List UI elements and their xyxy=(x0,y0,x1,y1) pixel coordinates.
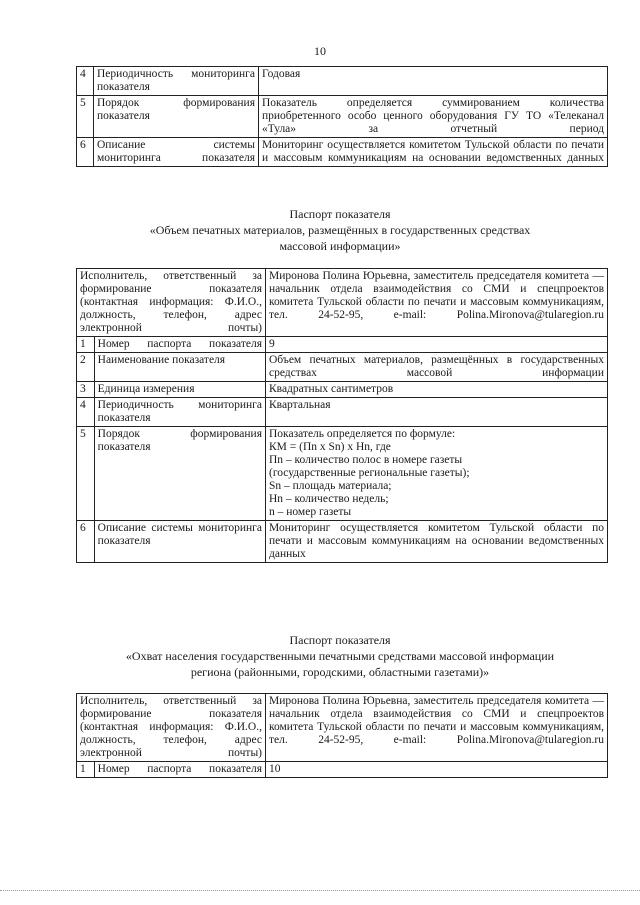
row-value: Квартальная xyxy=(266,398,608,427)
row-label: Порядок формирования показателя xyxy=(94,427,265,521)
indicator-table-continued xyxy=(76,66,608,167)
table-row xyxy=(77,138,608,167)
table-row xyxy=(77,96,608,138)
executor-row xyxy=(77,269,608,337)
formula-line: (государственные региональные газеты); xyxy=(269,467,470,479)
row-value: 9 xyxy=(266,337,608,353)
formula-line: КМ = (Пn x Sn) x Нn, где xyxy=(269,441,391,453)
row-number: 6 xyxy=(77,521,95,563)
table-row xyxy=(77,337,608,353)
row-value: Годовая xyxy=(259,67,608,96)
table-row xyxy=(77,521,608,563)
table-row xyxy=(77,427,608,521)
executor-label: Исполнитель, ответственный за формирование показателя (контактная информация: Ф.И.О., должность, телефон, адрес электронной почты) xyxy=(77,694,266,762)
row-label: Периодичность мониторинга показателя xyxy=(94,398,265,427)
formula-cell xyxy=(266,427,608,521)
row-number: 6 xyxy=(77,138,94,167)
passport-heading xyxy=(60,632,620,680)
row-value: Объем печатных материалов, размещённых в государственных средствах массовой информации xyxy=(266,353,608,382)
heading-subtitle-cont: региона (районными, городскими, областными газетами)» xyxy=(190,665,490,679)
table-row xyxy=(77,353,608,382)
row-label: Номер паспорта показателя xyxy=(94,762,265,778)
row-label: Описание системы мониторинга показателя xyxy=(94,138,259,167)
row-value: Квадратных сантиметров xyxy=(266,382,608,398)
row-number: 5 xyxy=(77,427,95,521)
table-row xyxy=(77,762,608,778)
executor-value: Миронова Полина Юрьевна, заместитель председателя комитета — начальник отдела взаимодействия со СМИ и спецпроектов комитета Тульской области по печати и массовым коммуникациям, тел. 24-52-95, e-mail: Polina.Mironova@tularegion.ru xyxy=(266,694,608,762)
passport-table-9 xyxy=(76,268,608,563)
page-edge-divider xyxy=(0,890,640,892)
table-row xyxy=(77,67,608,96)
row-value: Мониторинг осуществляется комитетом Тульской области по печати и массовым коммуникациям на основании ведомственных данных xyxy=(259,138,608,167)
heading-subtitle: «Охват населения государственными печатными средствами массовой информации xyxy=(125,649,555,663)
row-number: 1 xyxy=(77,337,95,353)
row-number: 1 xyxy=(77,762,95,778)
row-value: 10 xyxy=(266,762,608,778)
heading-title: Паспорт показателя xyxy=(289,633,391,647)
passport-heading xyxy=(60,206,620,254)
page-number: 10 xyxy=(314,44,326,58)
executor-row xyxy=(77,694,608,762)
row-label: Порядок формирования показателя xyxy=(94,96,259,138)
heading-subtitle: «Объем печатных материалов, размещённых в государственных средствах xyxy=(149,223,531,237)
formula-line: Показатель определяется по формуле: xyxy=(269,428,456,440)
passport-table-10 xyxy=(76,693,608,778)
formula-line: n – номер газеты xyxy=(269,506,352,518)
table-row xyxy=(77,398,608,427)
table-row xyxy=(77,382,608,398)
executor-label: Исполнитель, ответственный за формирование показателя (контактная информация: Ф.И.О., должность, телефон, адрес электронной почты) xyxy=(77,269,266,337)
row-label: Периодичность мониторинга показателя xyxy=(94,67,259,96)
row-number: 5 xyxy=(77,96,94,138)
row-label: Описание системы мониторинга показателя xyxy=(94,521,265,563)
row-label: Наименование показателя xyxy=(94,353,265,382)
row-number: 4 xyxy=(77,67,94,96)
row-number: 4 xyxy=(77,398,95,427)
formula-line: Пn – количество полос в номере газеты xyxy=(269,454,463,466)
row-value: Показатель определяется суммированием количества приобретенного особо ценного оборудования ГУ ТО «Телеканал «Тула» за отчетный период xyxy=(259,96,608,138)
row-number: 2 xyxy=(77,353,95,382)
row-label: Номер паспорта показателя xyxy=(94,337,265,353)
formula-line: Sn – площадь материала; xyxy=(269,480,392,492)
row-number: 3 xyxy=(77,382,95,398)
row-value: Мониторинг осуществляется комитетом Тульской области по печати и массовым коммуникациям на основании ведомственных данных xyxy=(266,521,608,563)
row-label: Единица измерения xyxy=(94,382,265,398)
formula-line: Нn – количество недель; xyxy=(269,493,389,505)
executor-value: Миронова Полина Юрьевна, заместитель председателя комитета — начальник отдела взаимодействия со СМИ и спецпроектов комитета Тульской области по печати и массовым коммуникациям, тел. 24-52-95, e-mail: Polina.Mironova@tularegion.ru xyxy=(266,269,608,337)
heading-subtitle-cont: массовой информации» xyxy=(279,239,401,253)
heading-title: Паспорт показателя xyxy=(289,207,391,221)
